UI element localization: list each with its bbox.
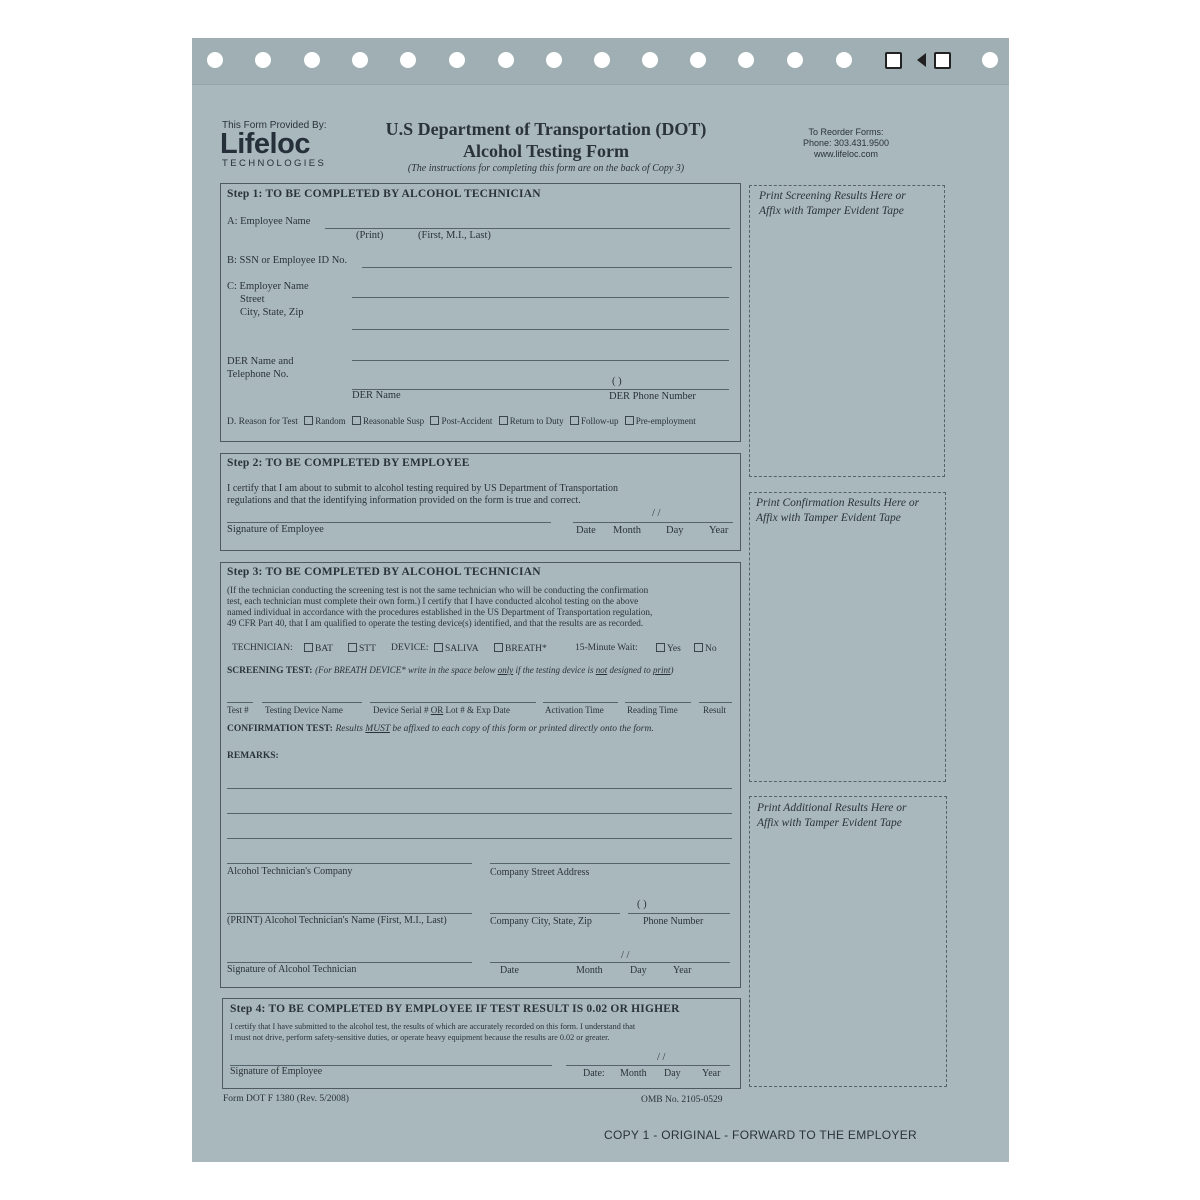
stt-checkbox[interactable] <box>348 643 357 652</box>
step2-month-label: Month <box>613 525 642 536</box>
employer-city-field[interactable] <box>352 360 729 361</box>
device-label: DEVICE: <box>391 643 429 653</box>
wait-yes-option <box>652 643 681 654</box>
saliva-checkbox[interactable] <box>434 643 443 652</box>
step4-signature-label: Signature of Employee <box>230 1066 323 1077</box>
confirmation-label: CONFIRMATION TEST: <box>227 724 333 734</box>
reason-post-accident-label: Post-Accident <box>441 416 493 426</box>
reason-random-checkbox[interactable] <box>304 416 313 425</box>
binding-hole <box>498 52 514 68</box>
saliva-option <box>430 643 479 654</box>
stt-option <box>344 643 376 654</box>
alignment-square-icon <box>934 52 951 69</box>
reason-post-accident-checkbox[interactable] <box>430 416 439 425</box>
step3-para-2: test, each technician must complete their own form.) I certify that I have conducted alcohol testing on the above <box>227 596 639 606</box>
binding-hole <box>594 52 610 68</box>
reorder-title: To Reorder Forms: <box>808 127 884 137</box>
street-label: Street <box>240 294 265 305</box>
step4-year-label: Year <box>702 1068 721 1079</box>
additional-results-line1: Print Additional Results Here or <box>757 802 907 814</box>
wait-yes-label: Yes <box>667 644 681 654</box>
tech-name-field[interactable] <box>227 913 472 914</box>
result-field[interactable] <box>699 702 732 703</box>
step2-date-field[interactable] <box>573 522 733 523</box>
binding-hole <box>207 52 223 68</box>
binding-hole <box>836 52 852 68</box>
col-serial-b: Lot # & Exp Date <box>445 705 510 715</box>
confirm-b: be affixed to each copy of this form or printed directly onto the form. <box>392 724 654 734</box>
col-device-label: Testing Device Name <box>265 705 343 715</box>
step4-cert-2: I must not drive, perform safety-sensitive duties, or operate heavy equipment because the results are 0.02 or greater. <box>230 1033 610 1042</box>
step4-title: Step 4: TO BE COMPLETED BY EMPLOYEE IF TEST RESULT IS 0.02 OR HIGHER <box>230 1003 680 1015</box>
binding-hole <box>352 52 368 68</box>
der-paren: ( ) <box>612 376 622 387</box>
confirmation-results-area[interactable] <box>749 492 946 782</box>
tech-phone-paren: ( ) <box>637 899 647 910</box>
reading-time-field[interactable] <box>625 702 691 703</box>
wait-no-option <box>690 643 717 654</box>
remarks-label: REMARKS: <box>227 751 279 761</box>
reason-random-label: Random <box>315 416 346 426</box>
screening-print: print <box>652 665 671 675</box>
screening-only: only <box>497 665 514 675</box>
employer-name-field[interactable] <box>352 297 729 298</box>
step4-month-label: Month <box>620 1068 647 1079</box>
instructions-note: (The instructions for completing this form are on the back of Copy 3) <box>407 163 685 174</box>
step2-day-label: Day <box>666 525 684 536</box>
step2-cert-1: I certify that I am about to submit to alcohol testing required by US Department of Transportation <box>227 483 619 494</box>
screening-note-b: if the testing device is <box>515 665 594 675</box>
screening-note-c: designed to <box>609 665 651 675</box>
step4-day-label: Day <box>664 1068 681 1079</box>
screening-note-a: (For BREATH DEVICE* write in the space below <box>315 665 496 675</box>
ssn-label: B: SSN or Employee ID No. <box>227 255 348 266</box>
step3-month-label: Month <box>576 965 603 976</box>
binding-hole <box>400 52 416 68</box>
alignment-square-icon <box>885 52 902 69</box>
bat-option <box>300 643 333 654</box>
binding-hole <box>982 52 998 68</box>
technician-label: TECHNICIAN: <box>232 643 293 653</box>
screening-test-row <box>227 665 673 676</box>
tech-signature-label: Signature of Alcohol Technician <box>227 964 357 975</box>
remarks-line[interactable] <box>227 788 732 789</box>
reason-label: D. Reason for Test <box>227 417 298 427</box>
screening-label: SCREENING TEST: <box>227 666 313 676</box>
step4-date-label: Date: <box>583 1068 605 1079</box>
der-name-field[interactable] <box>352 389 729 390</box>
confirmation-results-line2: Affix with Tamper Evident Tape <box>756 512 901 524</box>
tech-signature-field[interactable] <box>227 962 472 963</box>
col-reading-label: Reading Time <box>627 705 678 715</box>
step3-para-4: 49 CFR Part 40, that I am qualified to operate the testing device(s) identified, and that the results are as recorded. <box>227 618 644 628</box>
step3-para-1: (If the technician conducting the screening test is not the same technician who will be conducting the confirmation <box>227 585 649 595</box>
screening-results-line2: Affix with Tamper Evident Tape <box>759 205 904 217</box>
city-state-label: Company City, State, Zip <box>490 916 592 927</box>
first-last-label: (First, M.I., Last) <box>418 230 491 241</box>
wait-label: 15-Minute Wait: <box>575 643 638 653</box>
step4-date-slashes: / / <box>657 1052 666 1063</box>
col-serial-a: Device Serial # <box>373 705 429 715</box>
reason-follow-up-label: Follow-up <box>580 416 619 426</box>
additional-results-area[interactable] <box>749 796 947 1087</box>
city-state-zip-label: City, State, Zip <box>240 307 304 318</box>
step3-title: Step 3: TO BE COMPLETED BY ALCOHOL TECHNICIAN <box>227 566 541 578</box>
tech-name-label: (PRINT) Alcohol Technician's Name (First, M.I., Last) <box>227 915 447 926</box>
der-name-label: DER Name <box>352 390 401 401</box>
binding-hole <box>738 52 754 68</box>
remarks-line[interactable] <box>227 838 732 839</box>
reason-return-checkbox[interactable] <box>499 416 508 425</box>
street-address-field[interactable] <box>490 863 730 864</box>
step3-date-label: Date <box>500 965 519 976</box>
confirmation-row <box>227 723 654 734</box>
step3-day-label: Day <box>630 965 647 976</box>
binding-hole <box>690 52 706 68</box>
binding-hole <box>255 52 271 68</box>
confirm-must: MUST <box>365 724 390 734</box>
step3-date-slashes: / / <box>621 950 630 961</box>
bat-label: BAT <box>315 644 333 654</box>
wait-no-label: No <box>705 644 717 654</box>
provided-by-text: This Form Provided By: <box>222 120 327 131</box>
reason-pre-employment-checkbox[interactable] <box>625 416 634 425</box>
binding-hole <box>642 52 658 68</box>
reason-return-label: Return to Duty <box>509 416 564 426</box>
confirmation-results-line1: Print Confirmation Results Here or <box>756 497 920 509</box>
step2-cert-2: regulations and that the identifying information provided on the form is true and correct. <box>227 495 581 506</box>
screening-close: ) <box>670 665 674 675</box>
employee-name-field[interactable] <box>325 228 730 229</box>
wait-no-checkbox[interactable] <box>694 643 703 652</box>
activation-time-field[interactable] <box>543 702 618 703</box>
confirm-a: Results <box>335 724 363 734</box>
form-title: U.S Department of Transportation (DOT) <box>385 119 707 139</box>
step3-date-field[interactable] <box>490 962 730 963</box>
col-test-label: Test # <box>227 705 249 715</box>
city-state-field[interactable] <box>490 913 620 914</box>
step2-year-label: Year <box>709 525 729 536</box>
screening-results-area[interactable] <box>749 185 945 477</box>
employer-name-label: C: Employer Name <box>227 281 309 292</box>
binding-hole <box>787 52 803 68</box>
phone-field[interactable] <box>628 913 730 914</box>
employer-street-field[interactable] <box>352 329 729 330</box>
employee-name-label: A: Employee Name <box>227 216 311 227</box>
saliva-label: SALIVA <box>445 644 479 654</box>
reason-row <box>227 416 696 427</box>
lifeloc-logo-sub: TECHNOLOGIES <box>222 158 327 169</box>
device-serial-field[interactable] <box>370 702 536 703</box>
step3-year-label: Year <box>673 965 692 976</box>
remarks-line[interactable] <box>227 813 732 814</box>
screening-results-line1: Print Screening Results Here or <box>759 190 906 202</box>
col-serial-label <box>373 705 510 715</box>
step2-signature-field[interactable] <box>227 522 551 523</box>
reason-susp-checkbox[interactable] <box>352 416 361 425</box>
binding-hole <box>304 52 320 68</box>
reorder-web: www.lifeloc.com <box>813 149 878 159</box>
bat-checkbox[interactable] <box>304 643 313 652</box>
reorder-phone: Phone: 303.431.9500 <box>802 138 890 148</box>
reason-susp-label: Reasonable Susp <box>362 416 425 426</box>
lifeloc-logo: Lifeloc <box>220 128 310 160</box>
binding-hole <box>546 52 562 68</box>
col-activation-label: Activation Time <box>545 705 604 715</box>
breath-option <box>490 643 547 654</box>
step2-signature-label: Signature of Employee <box>227 524 324 535</box>
col-result-label: Result <box>703 705 727 715</box>
der-phone-label: DER Phone Number <box>609 391 696 402</box>
reason-pre-employment-label: Pre-employment <box>635 416 696 426</box>
step4-date-field[interactable] <box>566 1065 730 1066</box>
col-serial-or: OR <box>430 705 444 715</box>
company-label: Alcohol Technician's Company <box>227 866 353 877</box>
alignment-arrow-icon <box>917 53 926 67</box>
company-field[interactable] <box>227 863 472 864</box>
breath-checkbox[interactable] <box>494 643 503 652</box>
omb-number: OMB No. 2105-0529 <box>641 1095 723 1105</box>
wait-yes-checkbox[interactable] <box>656 643 665 652</box>
reason-follow-up-checkbox[interactable] <box>570 416 579 425</box>
device-name-field[interactable] <box>262 702 362 703</box>
breath-label: BREATH* <box>505 644 547 654</box>
ssn-field[interactable] <box>362 267 732 268</box>
screening-not: not <box>595 665 608 675</box>
form-subtitle: Alcohol Testing Form <box>462 141 629 161</box>
binding-hole <box>449 52 465 68</box>
der-label-1: DER Name and <box>227 356 294 367</box>
step3-para-3: named individual in accordance with the procedures established in the US Department of Transportation regulation, <box>227 607 653 617</box>
phone-label: Phone Number <box>643 916 704 927</box>
step2-date-slashes: / / <box>652 508 661 519</box>
street-address-label: Company Street Address <box>490 867 590 878</box>
copy-label: COPY 1 - ORIGINAL - FORWARD TO THE EMPLOYER <box>604 1128 917 1142</box>
step2-date-label: Date <box>576 525 596 536</box>
stt-label: STT <box>359 644 376 654</box>
step2-title: Step 2: TO BE COMPLETED BY EMPLOYEE <box>227 457 470 469</box>
print-label: (Print) <box>356 230 384 241</box>
step1-title: Step 1: TO BE COMPLETED BY ALCOHOL TECHNICIAN <box>227 188 541 200</box>
step4-cert-1: I certify that I have submitted to the alcohol test, the results of which are accurately recorded on this form. I understand that <box>230 1022 636 1031</box>
form-number: Form DOT F 1380 (Rev. 5/2008) <box>223 1094 349 1104</box>
additional-results-line2: Affix with Tamper Evident Tape <box>757 817 902 829</box>
test-number-field[interactable] <box>227 702 253 703</box>
der-label-2: Telephone No. <box>227 369 289 380</box>
